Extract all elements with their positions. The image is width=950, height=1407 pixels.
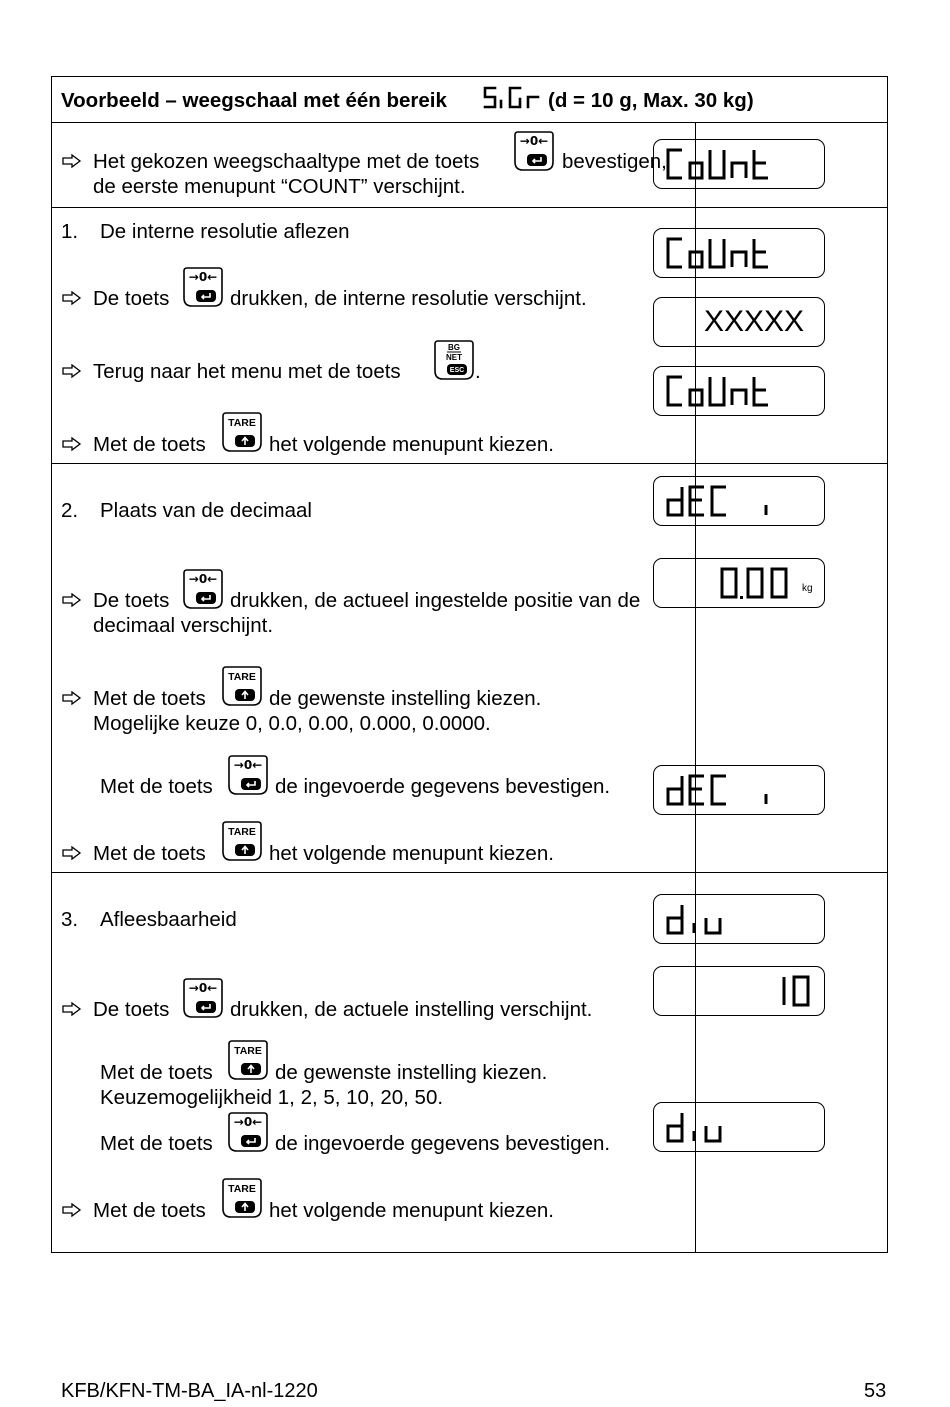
zero-enter-key-icon: [181, 567, 225, 611]
step-text: de gewenste instelling kiezen.: [275, 1061, 548, 1084]
svg-text:ESC: ESC: [449, 367, 465, 374]
table-header-prefix: Voorbeeld – weegschaal met één bereik: [61, 89, 447, 112]
step-text: Met de toets: [93, 842, 206, 865]
lcd-display-count: [653, 228, 825, 278]
table-header-suffix: (d = 10 g, Max. 30 kg): [548, 89, 754, 112]
hollow-arrow-right-icon: [62, 1203, 84, 1217]
svg-text:→0←: →0←: [233, 758, 263, 772]
svg-text:TARE: TARE: [228, 417, 256, 429]
resolution-value: XXXXX: [703, 305, 804, 338]
step-text: Met de toets: [93, 687, 206, 710]
hollow-arrow-right-icon: [62, 291, 84, 305]
tare-up-key-icon: [220, 664, 264, 708]
seven-segment-text: [654, 1103, 826, 1153]
step-text: het volgende menupunt kiezen.: [269, 433, 554, 456]
svg-text:kg: kg: [802, 583, 813, 594]
section-number: 3.: [61, 908, 79, 931]
tare-up-key-icon: [220, 819, 264, 863]
section-title: Plaats van de decimaal: [100, 499, 312, 522]
row-divider: [52, 207, 887, 208]
step-text: Met de toets: [100, 1061, 213, 1084]
section-number: 1.: [61, 220, 79, 243]
lcd-display-deci: [653, 476, 825, 526]
hollow-arrow-right-icon: [62, 364, 84, 378]
step-text: drukken, de actueel ingestelde positie van de: [230, 589, 641, 612]
intro-text: de eerste menupunt “COUNT” verschijnt.: [93, 175, 466, 198]
step-text: .: [475, 360, 481, 383]
tare-up-key-icon: [220, 410, 264, 454]
step-text: De toets: [93, 589, 170, 612]
step-text: decimaal verschijnt.: [93, 614, 274, 637]
seven-segment-text: [654, 477, 826, 527]
step-text: Mogelijke keuze 0, 0.0, 0.00, 0.000, 0.0000.: [93, 712, 491, 735]
seven-segment-text: [654, 140, 826, 190]
seven-segment-text: [654, 229, 826, 279]
svg-text:NET: NET: [446, 353, 462, 362]
svg-text:TARE: TARE: [228, 1183, 256, 1195]
mode-code-display: [482, 85, 542, 111]
step-text: Met de toets: [93, 1199, 206, 1222]
hollow-arrow-right-icon: [62, 154, 84, 168]
svg-text:BG: BG: [448, 343, 460, 352]
step-text: de ingevoerde gegevens bevestigen.: [275, 775, 611, 798]
zero-enter-key-icon: [226, 1110, 270, 1154]
lcd-display-count: [653, 139, 825, 189]
lcd-display-count: [653, 366, 825, 416]
step-text: De toets: [93, 287, 170, 310]
seven-segment-text: [654, 559, 826, 609]
hollow-arrow-right-icon: [62, 1002, 84, 1016]
svg-text:TARE: TARE: [234, 1045, 262, 1057]
lcd-display-div: [653, 894, 825, 944]
section-number: 2.: [61, 499, 79, 522]
section-title: De interne resolutie aflezen: [100, 220, 350, 243]
svg-text:→0←: →0←: [188, 572, 218, 586]
zero-enter-key-icon: [181, 976, 225, 1020]
step-text: Met de toets: [100, 1132, 213, 1155]
row-divider: [52, 872, 887, 873]
row-divider: [52, 463, 887, 464]
step-text: de ingevoerde gegevens bevestigen.: [275, 1132, 611, 1155]
lcd-display-resolution: [653, 297, 825, 347]
hollow-arrow-right-icon: [62, 691, 84, 705]
svg-text:TARE: TARE: [228, 671, 256, 683]
section-title: Afleesbaarheid: [100, 908, 237, 931]
intro-text: bevestigen,: [562, 150, 667, 173]
svg-text:→0←: →0←: [188, 981, 218, 995]
step-text: Keuzemogelijkheid 1, 2, 5, 10, 20, 50.: [100, 1086, 444, 1109]
tare-up-key-icon: [226, 1038, 270, 1082]
row-divider: [52, 122, 887, 123]
step-text: Met de toets: [93, 433, 206, 456]
seven-segment-text: [654, 367, 826, 417]
hollow-arrow-right-icon: [62, 846, 84, 860]
step-text: het volgende menupunt kiezen.: [269, 842, 554, 865]
step-text: drukken, de interne resolutie verschijnt.: [230, 287, 587, 310]
lcd-display-deci: [653, 765, 825, 815]
seven-segment-text: [654, 967, 826, 1017]
lcd-display-div: [653, 1102, 825, 1152]
svg-text:→0←: →0←: [233, 1115, 263, 1129]
page-number: 53: [864, 1380, 887, 1402]
step-text: drukken, de actuele instelling verschijnt.: [230, 998, 593, 1021]
intro-text: Het gekozen weegschaaltype met de toets: [93, 150, 480, 173]
zero-enter-key-icon: [226, 753, 270, 797]
svg-text:TARE: TARE: [228, 826, 256, 838]
svg-text:→0←: →0←: [188, 270, 218, 284]
hollow-arrow-right-icon: [62, 593, 84, 607]
step-text: Met de toets: [100, 775, 213, 798]
hollow-arrow-right-icon: [62, 437, 84, 451]
step-text: De toets: [93, 998, 170, 1021]
step-text: de gewenste instelling kiezen.: [269, 687, 542, 710]
step-text: het volgende menupunt kiezen.: [269, 1199, 554, 1222]
seven-segment-text: [654, 895, 826, 945]
zero-enter-key-icon: [512, 129, 556, 173]
lcd-display-div-value: [653, 966, 825, 1016]
lcd-display-deci-value: [653, 558, 825, 608]
seven-segment-sigr-icon: [482, 85, 542, 111]
footer-document-id: KFB/KFN-TM-BA_IA-nl-1220: [61, 1380, 318, 1402]
svg-text:→0←: →0←: [519, 134, 549, 148]
tare-up-key-icon: [220, 1176, 264, 1220]
seven-segment-text: [654, 766, 826, 816]
step-text: Terug naar het menu met de toets: [93, 360, 401, 383]
column-divider: [695, 122, 696, 1253]
zero-enter-key-icon: [181, 265, 225, 309]
bg-net-esc-key-icon: [432, 338, 476, 382]
